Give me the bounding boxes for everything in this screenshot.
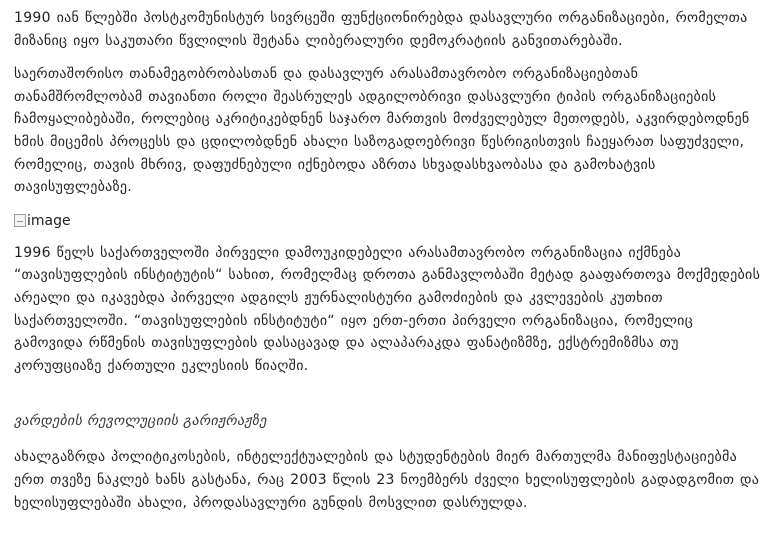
paragraph-4: ახალგაზრდა პოლიტიკოსების, ინტელექტუალების და სტუდენტების მიერ მართულმა მანიფესტაციებმა ერთ თვეზე ნაკლებ ხანს გასტანა, რაც 2003 წლის 23 ნოემბერს ძველი ხელისუფლების გადადგომით და ხელისუფლებაში ახალი, პროდასავლური გუნდის მოსვლით დასრულდა. [14, 449, 760, 511]
broken-image-icon [14, 214, 26, 227]
paragraph-2: საერთაშორისო თანამეგობრობასთან და დასავლურ არასამთავრობო ორგანიზაციებთან თანამშრომლობამ თავიანთი როლი შეასრულეს ადგილობრივი დასავლური ტიპის ორგანიზაციების ჩამოყალიბებაში, როლებიც აკრიტიკებდნენ საჯარო მართვის მოძველებულ მეთოდებს, აკვირდებოდნენ ხმის მიცემის პროცესს და ცდილობდნენ ახალი საზოგადოებრივი წესრიგისთვის ჩაეყარათ საფუძველი, რომელიც, თავის მხრივ, დაფუძნებული იქნებოდა აზრთა სხვადასხვაობასა და გამოხატვის თავისუფლებაზე. [14, 66, 750, 196]
paragraph-1: 1990 იან წლებში პოსტკომუნისტურ სივრცეში ფუნქციონირებდა დასავლური ორგანიზაციები, რომელთა მიზანიც იყო საკუთარი წვლილის შეტანა ლიბერალური დემოკრატიის განვითარებაში. [14, 10, 748, 49]
section-heading: ვარდების რევოლუციის გარიჟრაჟზე [14, 413, 267, 430]
image-alt-text: image [27, 212, 71, 229]
broken-image [14, 210, 765, 232]
paragraph-3: 1996 წელს საქართველოში პირველი დამოუკიდებელი არასამთავრობო ორგანიზაცია იქმნება “თავისუფლების ინსტიტუტის“ სახით, რომელმაც დროთა განმავლობაში მეტად გააფართოვა მოქმედების არეალი და იკავებდა პირველი ადგილს ჟურნალისტური გამოძიების და კვლევების კუთხით საქართველოში. “თავისუფლების ინსტიტუტი“ იყო ერთ-ერთი პირველი ორგანიზაცია, რომელიც გამოვიდა რწმენის თავისუფლების დასაცავად და ალაპარაკდა ფანატიზმზე, ექსტრემიზმსა თუ კორუფციაზე ქართული ეკლესიის წიაღში. [14, 244, 761, 374]
